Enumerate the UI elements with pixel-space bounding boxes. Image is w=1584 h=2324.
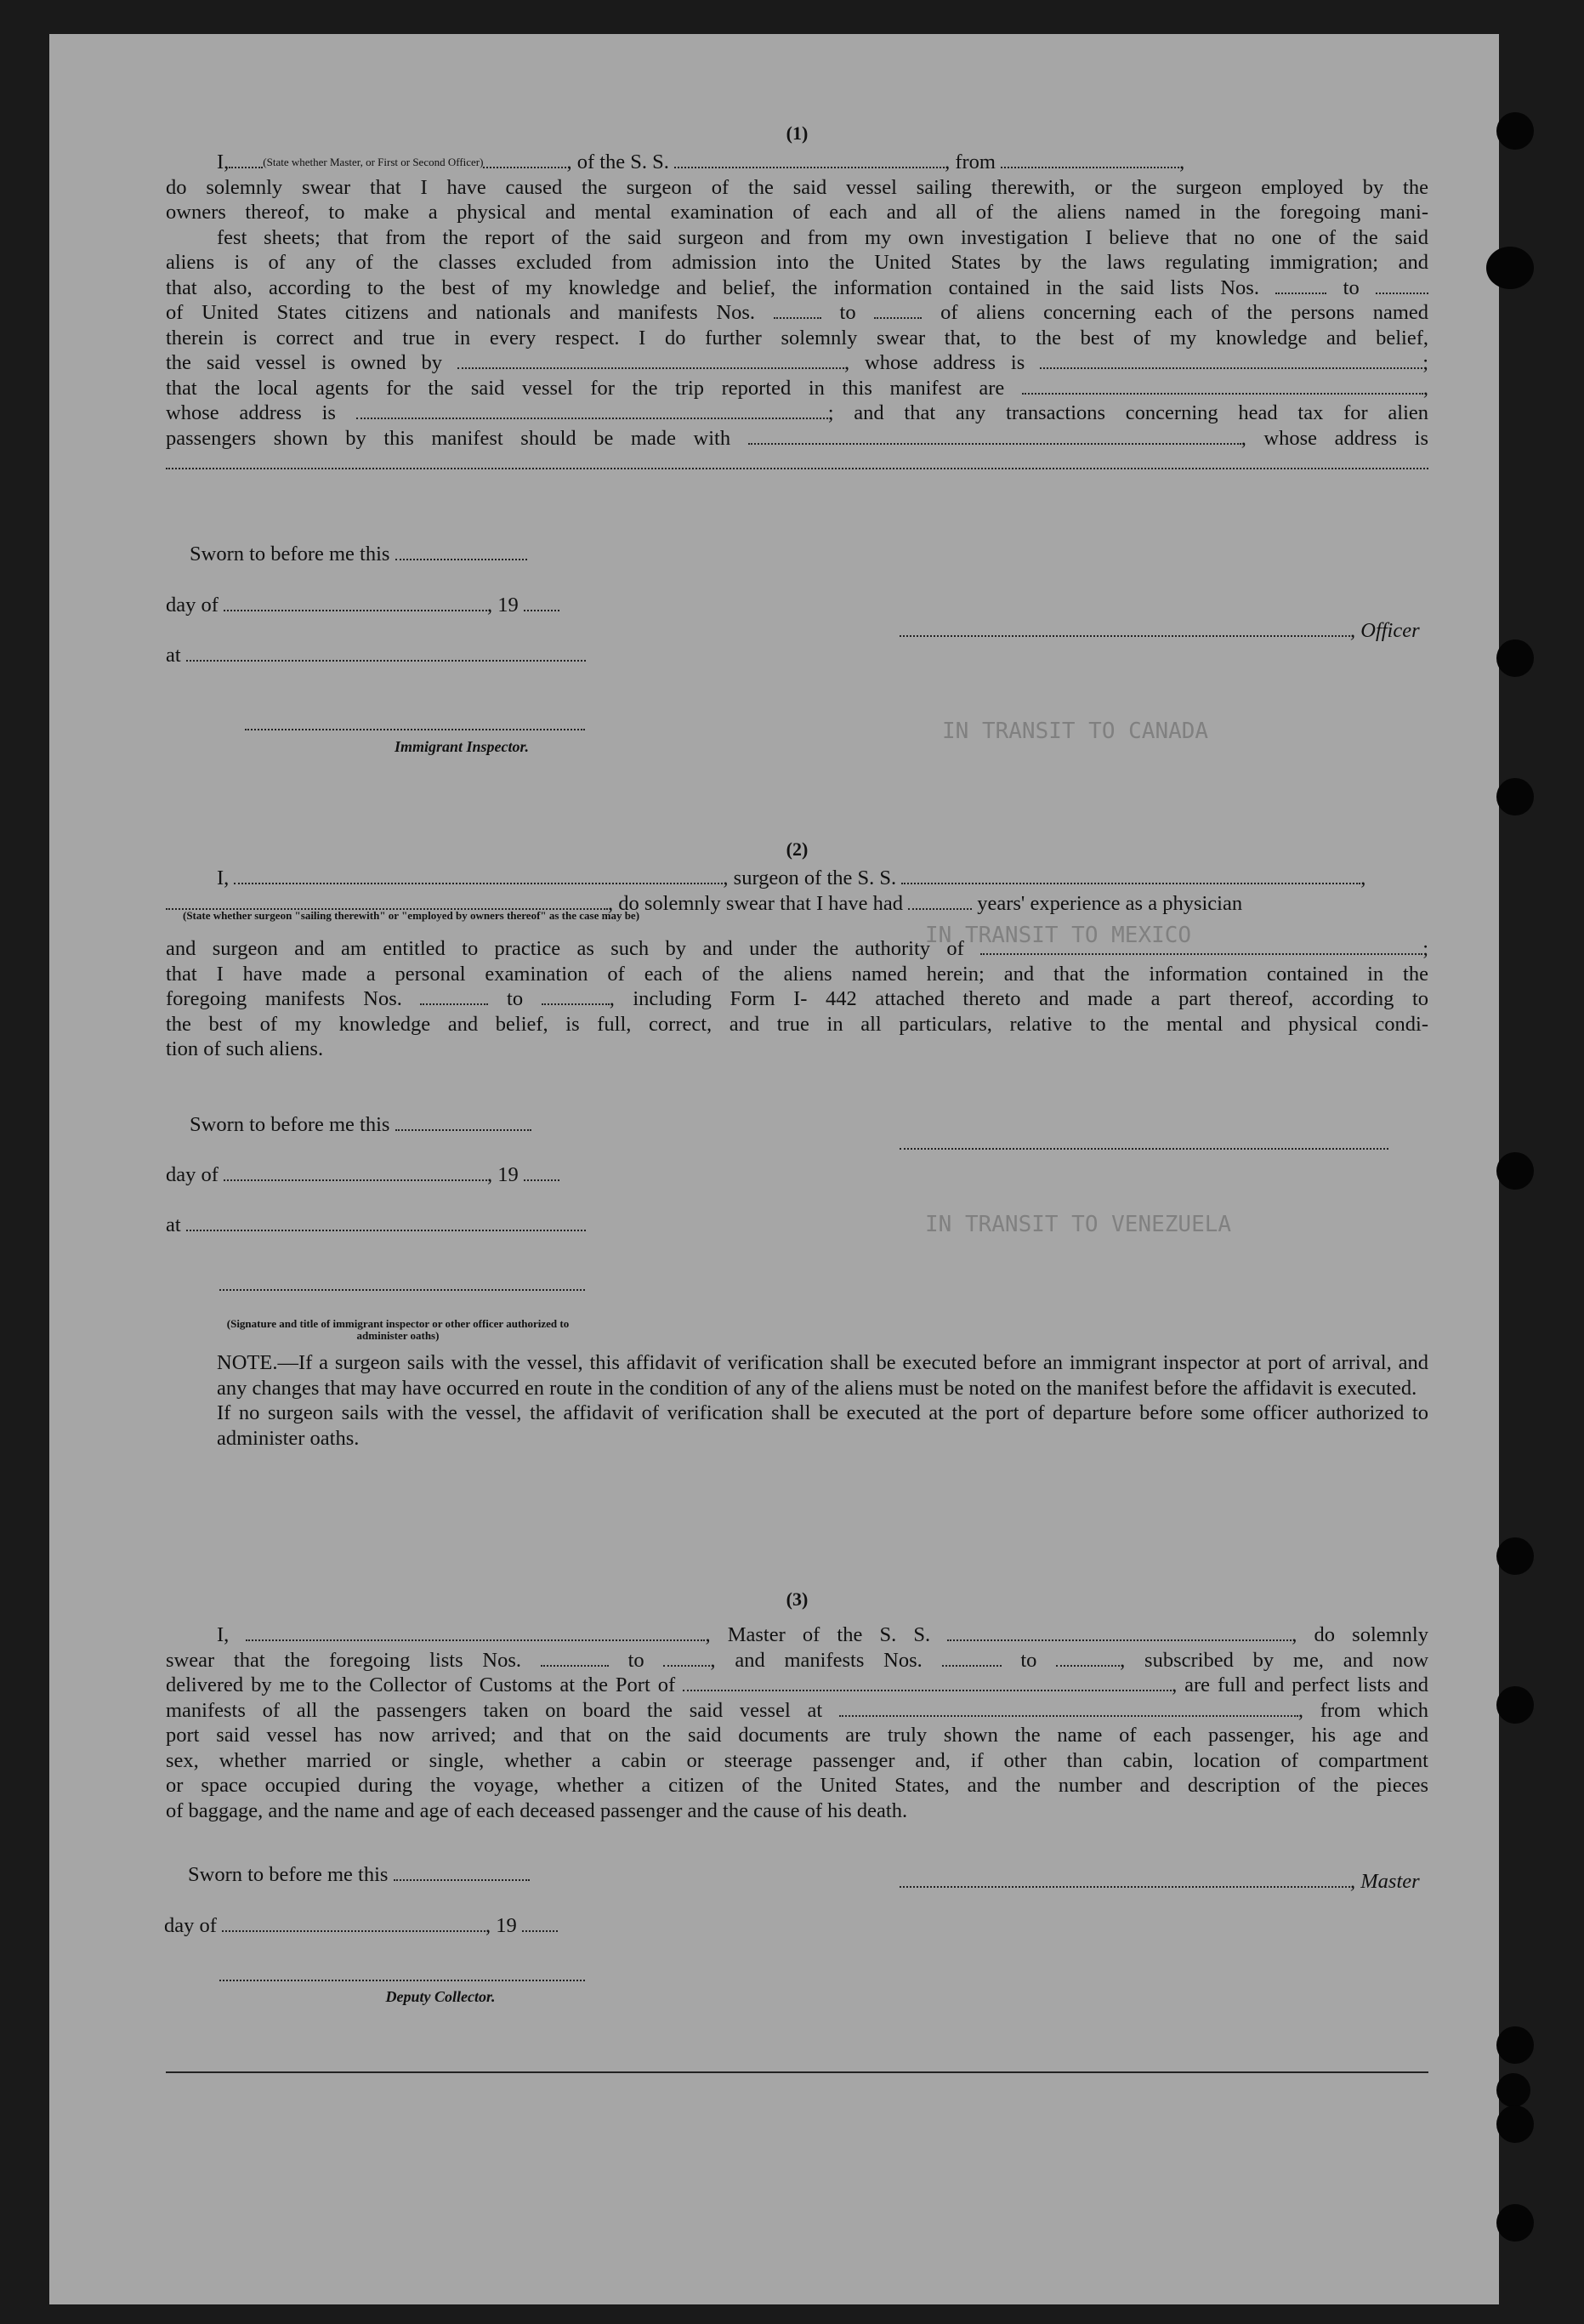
section-1-master-oath (166, 122, 1428, 476)
surgeon-status-field[interactable] (166, 895, 608, 910)
list-no-field[interactable] (1376, 279, 1428, 294)
oath-text: sex, whether married or single, whether a cabin or steerage passenger and, if other than cabin, location of compartment (166, 1748, 1428, 1772)
oath-text: foregoing manifests Nos. to , including Form I- 442 attached thereto and made a part thereof, according to (166, 987, 1429, 1010)
manifest-no-field[interactable] (874, 304, 922, 319)
section-number: (1) (786, 122, 809, 144)
oath-text: fest sheets; that from the report of the said surgeon and from my own investigation I believe that no one of the said (217, 225, 1428, 249)
punch-hole (1496, 2204, 1534, 2242)
at-field[interactable] (186, 646, 586, 662)
surgeon-status-note: (State whether surgeon "sailing therewith" or "employed by owners thereof" as the case may be) (183, 909, 640, 922)
surgeon-name-field[interactable] (234, 869, 723, 884)
manifest-no-field[interactable] (420, 990, 488, 1005)
from-port-field[interactable] (1001, 153, 1179, 168)
collector-signature-field[interactable] (219, 1966, 585, 1981)
master-signature-field[interactable] (900, 1872, 1350, 1888)
master-name-field[interactable] (246, 1626, 705, 1641)
vessel-field[interactable] (674, 153, 945, 168)
master-signature-line: , Master (900, 1869, 1420, 1895)
port-field[interactable] (683, 1676, 1172, 1691)
surgeon-signature-field[interactable] (900, 1134, 1388, 1150)
oath-text (166, 451, 1428, 476)
manifest-no-field[interactable] (774, 304, 821, 319)
day-field[interactable] (222, 1917, 485, 1932)
oath-text: that I have made a personal examination of each of the aliens named herein; and that the information contained in the (166, 962, 1428, 986)
punch-hole (1496, 112, 1534, 150)
oath-line: I, , surgeon of the S. S. , (217, 867, 1366, 889)
oath-line: I, $^{(State whether Master, or First or Second Officer)}$ , of the S. S. , from , (217, 151, 1185, 173)
note-text: NOTE.—If a surgeon sails with the vessel, this affidavit of verification shall be executed before an immigrant inspector at port of arrival, and any changes that may have occurred en route in the condition of any of the aliens must be noted on the manifest before the affidavit is executed. (217, 1351, 1428, 1400)
oath-line: I, , Master of the S. S. , do solemnly (217, 1623, 1428, 1646)
oath-text: aliens is of any of the classes excluded from admission into the United States by the laws regulating immigration; and (166, 251, 1428, 274)
oath-text: manifests of all the passengers taken on board the said vessel at , from which (166, 1698, 1429, 1722)
section-3-master-oath (166, 1588, 1428, 1823)
sworn-date-field[interactable] (395, 1116, 531, 1131)
oath-text: the said vessel is owned by , whose address is ; (166, 351, 1428, 374)
at-line: at (166, 643, 586, 668)
punch-hole (1496, 2105, 1534, 2143)
vessel-field[interactable] (901, 869, 1360, 884)
bleed-through-text: IN TRANSIT TO CANADA (942, 719, 1209, 744)
punch-hole (1496, 1686, 1534, 1724)
section-number: (2) (786, 838, 809, 860)
manifest-no-field[interactable] (942, 1651, 1002, 1667)
oath-text: tion of such aliens. (166, 1037, 324, 1060)
year-field[interactable] (524, 596, 559, 611)
punch-hole (1486, 247, 1534, 289)
oath-text: owners thereof, to make a physical and mental examination of each and all of the aliens named in the foregoing mani- (166, 201, 1428, 224)
signature-caption: (Signature and title of immigrant inspector or other officer authorized to administer oaths) (226, 1317, 570, 1342)
surgeon-signature-line (900, 1131, 1388, 1156)
at-line: at (166, 1213, 586, 1238)
note-text: If no surgeon sails with the vessel, the affidavit of verification shall be executed at the port of departure before some officer authorized to administer oaths. (217, 1401, 1428, 1450)
officer-signature-line: , Officer (900, 618, 1420, 644)
inspector-caption: Immigrant Inspector. (394, 738, 530, 755)
punch-hole (1496, 2026, 1534, 2064)
oath-text: whose address is ; and that any transactions concerning head tax for alien (166, 401, 1429, 424)
owner-field[interactable] (457, 354, 844, 369)
oath-text: that the local agents for the said vessel for the trip reported in this manifest are , (166, 376, 1429, 400)
embark-port-field[interactable] (839, 1702, 1298, 1717)
day-line: day of , 19 (166, 1162, 559, 1188)
section-number: (3) (786, 1588, 809, 1610)
owner-address-field[interactable] (1040, 354, 1422, 369)
year-field[interactable] (524, 1166, 559, 1181)
officer-signature-field[interactable] (900, 622, 1350, 637)
collector-signature-line (219, 1963, 585, 1988)
sworn-line: Sworn to before me this (188, 1862, 530, 1888)
day-field[interactable] (224, 1166, 487, 1181)
list-no-field[interactable] (1275, 279, 1326, 294)
authority-field[interactable] (980, 940, 1422, 955)
punch-hole (1496, 1537, 1534, 1575)
manifest-no-field[interactable] (542, 990, 610, 1005)
sworn-date-field[interactable] (395, 545, 527, 560)
vessel-field[interactable] (947, 1626, 1292, 1641)
name-field[interactable] (229, 153, 263, 168)
oath-text: the best of my knowledge and belief, is full, correct, and true in all particulars, relative to the mental and physical condi- (166, 1012, 1428, 1036)
sworn-line: Sworn to before me this (190, 1112, 531, 1138)
inspector-signature-line (219, 1272, 585, 1298)
oath-text: do solemnly swear that I have caused the surgeon of the said vessel sailing therewith, or the surgeon employed by the (166, 175, 1428, 199)
section-2-surgeon-oath (166, 838, 1428, 1062)
oath-text: therein is correct and true in every respect. I do further solemnly swear that, to the best of my knowledge and belief, (166, 326, 1428, 349)
punch-hole (1496, 2073, 1530, 2107)
agents-address-field[interactable] (356, 404, 828, 419)
day-line: day of , 19 (164, 1913, 558, 1939)
oath-text: passengers shown by this manifest should be made with , whose address is (166, 426, 1429, 450)
inspector-signature-line (245, 712, 585, 737)
bleed-through-text: IN TRANSIT TO MEXICO (925, 923, 1192, 948)
sworn-line: Sworn to before me this (190, 542, 527, 567)
inspector-signature-field[interactable] (219, 1276, 585, 1291)
list-no-field[interactable] (541, 1651, 609, 1667)
bleed-through-text: IN TRANSIT TO VENEZUELA (925, 1212, 1232, 1237)
day-field[interactable] (224, 596, 487, 611)
surgeon-note (166, 1350, 1428, 1451)
punch-hole (1496, 1152, 1534, 1190)
name-field[interactable] (483, 153, 566, 168)
punch-hole (1496, 639, 1534, 677)
oath-text: or space occupied during the voyage, whether a citizen of the United States, and the number and description of the pieces (166, 1774, 1428, 1797)
oath-text: swear that the foregoing lists Nos. to , and manifests Nos. to , subscribed by me, and now (166, 1648, 1429, 1672)
list-no-field[interactable] (663, 1651, 710, 1667)
oath-text: that also, according to the best of my knowledge and belief, the information contained in the said lists Nos. to (166, 276, 1428, 301)
oath-text: of baggage, and the name and age of each deceased passenger and the cause of his death. (166, 1798, 908, 1822)
oath-text: and surgeon and am entitled to practice as such by and under the authority of ; (166, 937, 1429, 960)
at-field[interactable] (186, 1216, 586, 1231)
punch-hole (1496, 778, 1534, 815)
bottom-rule (166, 2071, 1428, 2073)
agents-field[interactable] (1022, 379, 1423, 395)
sworn-date-field[interactable] (394, 1866, 530, 1881)
oath-text: , do solemnly swear that I have had years' experience as a physician (166, 891, 1428, 917)
manifest-page-back (49, 34, 1499, 2304)
day-line: day of , 19 (166, 593, 559, 618)
oath-text: delivered by me to the Collector of Customs at the Port of , are full and perfect lists and (166, 1673, 1429, 1696)
manifest-no-field[interactable] (1056, 1651, 1120, 1667)
oath-text: of United States citizens and nationals and manifests Nos. to of aliens concerning each of the persons named (166, 301, 1429, 324)
oath-text: port said vessel has now arrived; and that on the said documents are truly shown the name of each passenger, his age and (166, 1724, 1428, 1747)
inspector-signature-field[interactable] (245, 715, 585, 730)
collector-caption: Deputy Collector. (385, 1988, 496, 2005)
officer-note: (State whether Master, or First or Second Officer) (263, 156, 484, 168)
year-field[interactable] (522, 1917, 558, 1932)
head-tax-agent-field[interactable] (748, 429, 1241, 445)
head-tax-address-field[interactable] (166, 454, 1428, 469)
years-field[interactable] (908, 895, 972, 910)
